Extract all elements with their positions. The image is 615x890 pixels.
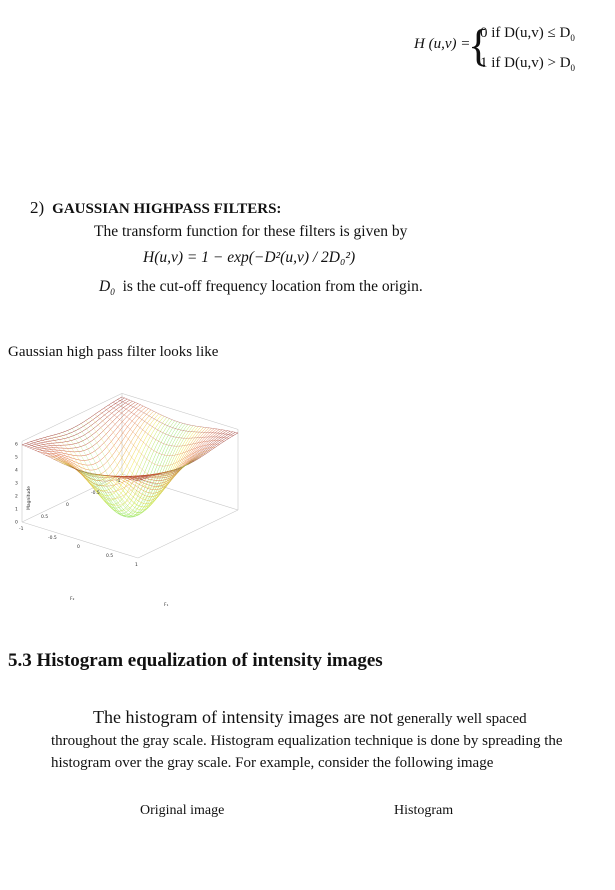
mesh-line xyxy=(122,397,238,433)
tick-label: 0 xyxy=(15,520,18,526)
tick-label: 3 xyxy=(15,481,18,487)
gaussian-heading-text: GAUSSIAN HIGHPASS FILTERS: xyxy=(52,201,282,217)
mesh-line xyxy=(135,432,235,480)
tick-label: 4 xyxy=(15,468,18,474)
section-title: 5.3 Histogram equalization of intensity images xyxy=(8,650,383,671)
frame-line xyxy=(122,393,238,429)
mesh-line xyxy=(83,423,183,517)
figure-caption: Gaussian high pass filter looks like xyxy=(8,344,219,360)
cases-brace: { xyxy=(468,21,490,70)
paragraph-lead: The histogram of intensity images are not xyxy=(93,707,393,727)
mesh-line xyxy=(85,424,185,517)
mesh-line xyxy=(41,405,141,456)
tick-label: 1 xyxy=(135,563,138,568)
mesh-line xyxy=(77,422,177,516)
tick-label: -0.5 xyxy=(48,536,57,541)
tick-labels xyxy=(15,442,169,609)
case-row-1: 0 if $D(u,v) \le D_0$ xyxy=(480,25,575,43)
mesh-line xyxy=(22,397,122,445)
tick-label: F₁ xyxy=(164,603,169,608)
tick-label: 2 xyxy=(15,494,18,500)
tick-label: 0 xyxy=(77,545,80,550)
ideal-formula-lhs: H (u,v) = xyxy=(414,36,471,52)
d0-definition xyxy=(99,278,423,297)
tick-label: 1 xyxy=(15,507,18,513)
gaussian-formula: H(u,v) = 1 − exp(−D²(u,v) / 2D₀²) xyxy=(143,249,356,266)
tick-label: 0.5 xyxy=(41,515,49,520)
tick-label: 5 xyxy=(15,455,18,461)
mesh-line xyxy=(56,413,156,486)
mesh-line xyxy=(49,436,165,499)
tick-label: -1 xyxy=(116,479,121,484)
d0-text: is the cut-off frequency location from the origin. xyxy=(122,278,423,295)
histogram-paragraph xyxy=(51,706,596,774)
tick-label: 6 xyxy=(15,442,18,448)
tick-label: 0 xyxy=(66,503,69,508)
frame-line xyxy=(22,522,138,558)
gaussian-intro: The transform function for these filters is given by xyxy=(94,223,408,240)
mesh-line xyxy=(133,432,233,480)
case-row-2: 1 if $D(u,v) > D_0$ xyxy=(480,55,576,73)
ideal-hpf-formula xyxy=(414,22,584,78)
d0-symbol: $D_0$ xyxy=(99,278,115,298)
gaussian-heading xyxy=(30,198,281,218)
mesh-line xyxy=(22,445,138,481)
label-original-image: Original image xyxy=(140,803,225,818)
tick-label: -0.5 xyxy=(91,491,100,496)
surface-mesh xyxy=(22,397,238,517)
mesh-line xyxy=(35,402,135,450)
tick-label: F₂ xyxy=(70,597,75,602)
paragraph-rest: generally well spaced throughout the gray scale. Histogram equalization technique is done by spreading the histogram over the gray scale. For example, consider the following image xyxy=(51,711,563,771)
frame-line xyxy=(138,510,238,558)
tick-label: Magnitude xyxy=(27,486,32,510)
list-number: 2) xyxy=(30,198,45,217)
label-histogram: Histogram xyxy=(394,803,454,818)
mesh-line xyxy=(113,402,229,438)
gaussian-surface-plot xyxy=(15,398,232,610)
tick-label: -1 xyxy=(19,527,24,532)
tick-label: 0.5 xyxy=(106,554,114,559)
